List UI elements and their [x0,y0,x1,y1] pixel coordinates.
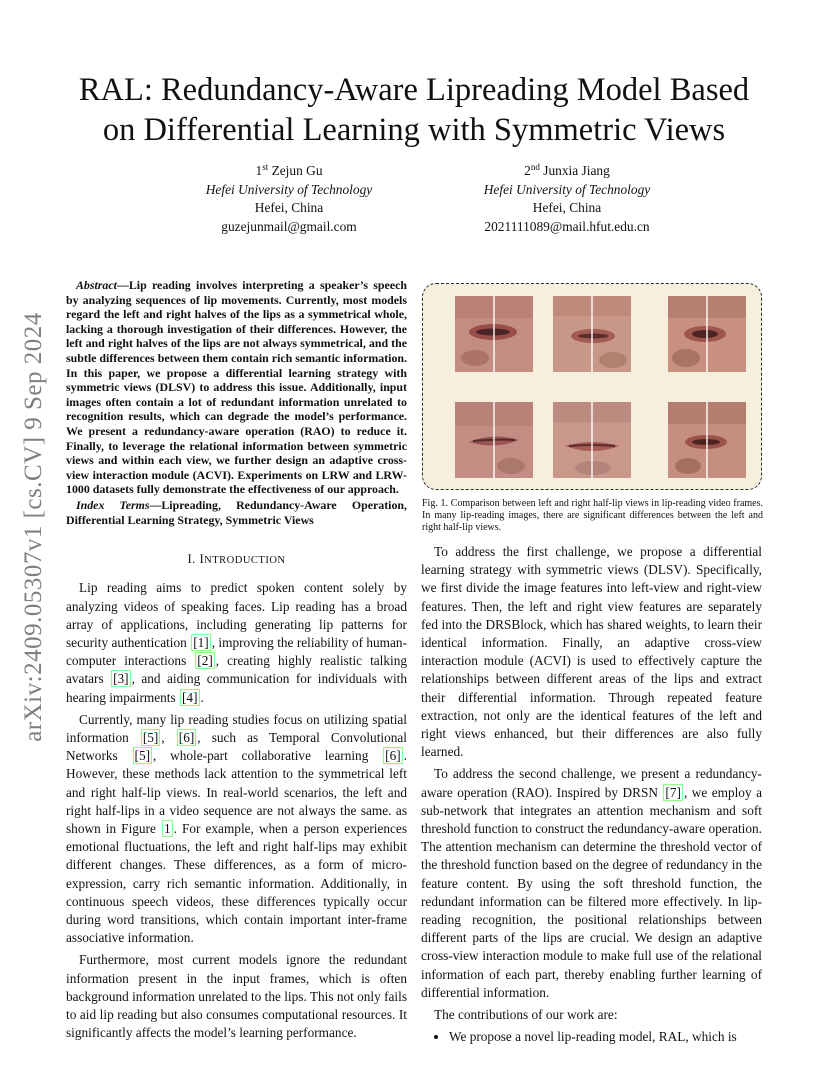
intro-paragraph-6: The contributions of our work are: [434,1007,618,1023]
left-column [66,278,407,1046]
list-item: • We propose a novel lip-reading model, RAL, which is [449,1028,762,1046]
text-run: , improving the reliability of human-computer interactions [66,634,407,669]
author-affiliation: Hefei University of Technology [483,181,651,197]
citation-link[interactable]: [6] [178,729,195,745]
intro-paragraph-3: Furthermore, most current models ignore the redundant information present in the input frames, which is often background information unrelated to the lips. This not only fails to aid lip reading but also consumes computational resources. It significantly affects the model’s learning performance. [66,952,407,1041]
intro-paragraph-4: To address the first challenge, we propose a differential learning strategy with symmetric views (DLSV). Specifically, we first divide the image features into left-view and right-view features. Then, the left and right view features are separately fed into the DRSBlock, which has shared weights, to learn their identical information. Finally, an adaptive cross-view interaction module (ACVI) is used to effectively capture the relationships between different areas of the lips and extract their differential information. Through repeated feature extraction, not only are the identical features of the left and right views enhanced, but their differences are also fully learned. [421,544,762,760]
arxiv-identifier: arXiv:2409.05307v1 [cs.CV] 9 Sep 2024 [20,312,47,742]
text-run: , we employ a sub-network that integrates an attention mechanism and soft threshold function to construct the redundancy-aware operation. The attention mechanism can determine the threshold vector of the threshold function based on the degree of redundancy in the feature content. By using the soft threshold function, the redundant information can be filtered more effectively. In lip-reading recognition, the positional relationships between different parts of the lips are crucial. We design an adaptive cross-view interaction module to make full use of the relational information of each part, thereby enabling further learning of differential information. [421,784,762,1000]
lip-frame-image [455,296,533,372]
text-run: , creating highly realistic talking avatars [66,653,407,687]
author-location: Hefei, China [532,200,602,215]
right-column [421,543,762,1046]
index-terms-label: Index Terms [76,497,150,512]
author-name: Junxia Jiang [543,163,610,178]
lip-frame-image [668,296,746,372]
citation-link[interactable]: [6] [385,748,401,764]
abstract [66,278,407,497]
author-affiliation: Hefei University of Technology [205,181,373,197]
citation-link[interactable]: [2] [197,653,213,669]
intro-paragraph-5 [421,765,762,1002]
author-name-line [149,162,429,181]
section-heading-introduction [66,550,407,570]
author-ordinal-suffix: st [262,162,269,172]
arxiv-sidebar [6,292,62,762]
text-run: , and aiding communication for individuals with hearing impairments [66,671,407,705]
text-run: Currently, many lip reading studies focus on utilizing spatial information [66,711,407,745]
author-name-line [427,162,707,181]
text-run: . For example, when a person experiences emotional fluctuations, the left and right half-lips may exhibit different changes. These differences, as a form of micro-expression, carry rich semantic information. Additionally, in continuous speech videos, these differences typically occur during word transitions, which contain important inter-frame associative information. [66,820,407,946]
author-ordinal: 1 [255,163,263,178]
lip-frame-image [553,296,631,372]
citation-link[interactable]: [7] [665,784,681,800]
author-block-2 [427,162,707,236]
section-numeral: I. I [187,552,205,567]
author-location: Hefei, China [254,200,324,215]
author-ordinal: 2 [524,163,531,178]
text-run: , such as Temporal Convolutional Networks [66,729,407,764]
author-name: Zejun Gu [271,163,323,178]
contributions-list [421,1028,762,1046]
citation-link[interactable]: [4] [182,689,198,705]
citation-link[interactable]: [5] [134,748,151,764]
lip-frame-image [553,402,631,478]
text-run: To address the second challenge, we present a redundancy-aware operation (RAO). Inspired by DRSN [421,766,762,800]
text-run: , [161,729,176,745]
paper-title: RAL: Redundancy-Aware Lipreading Model Based on Differential Learning with Symmetric Views [78,72,750,148]
text-run: . However, these methods lack attention to the symmetrical left and right half-lip views. In real-world scenarios, the left and right half-lips in a video sequence are not always the same. as shown in Figure [66,748,407,836]
figure-1-panel [422,283,762,490]
text-run: , whole-part collaborative learning [153,748,383,764]
figure-link[interactable]: 1 [163,820,171,836]
author-email[interactable]: guzejunmail@gmail.com [221,218,357,234]
citation-link[interactable]: [3] [113,671,129,687]
author-email[interactable]: 2021111089@mail.hfut.edu.cn [484,218,650,234]
intro-paragraph-2 [66,711,407,948]
text-run: . [200,689,204,705]
author-ordinal-suffix: nd [530,162,540,172]
abstract-text: —Lip reading involves interpreting a speaker’s speech by analyzing sequences of lip movements. Currently, most models regard the left and right halves of the lips as a symmetrical whole, lacking a thorough investigation of their differences. However, the left and right halves of the lips are not always symmetrical, and the subtle differences between them contain rich semantic information. In this paper, we propose a differential learning strategy with symmetric views (DLSV) to address this issue. Additionally, input images often contain a lot of redundant information unrelated to recognition results, which can degrade the model’s performance. We present a redundancy-aware operation (RAO) to reduce it. Finally, to leverage the relational information between symmetric views and within each view, we further design an adaptive cross-view interaction module (ACVI). Experiments on LRW and LRW-1000 datasets fully demonstrate the effectiveness of our approach. [66,278,407,497]
index-terms [66,498,407,527]
intro-paragraph-1 [66,579,407,706]
lip-frame-image [668,402,746,478]
citation-link[interactable]: [1] [193,634,209,650]
index-terms-text: —Lipreading, Redundancy-Aware Operation, Differential Learning Strategy, Symmetric Views [66,497,407,527]
figure-1-caption: Fig. 1. Comparison between left and right half-lip views in lip-reading video frames. In many lip-reading images, there are significant differences between the left and right half-lip views. [422,498,763,534]
text-run: Lip reading aims to predict spoken content solely by analyzing videos of speaking faces. Lip reading has a broad array of applications, including generating lip patterns for security authentication [66,580,407,650]
author-block-1 [149,162,429,236]
section-name: NTRODUCTION [204,555,286,567]
citation-link[interactable]: [5] [142,729,159,745]
lip-frame-image [455,402,533,478]
abstract-label: Abstract [76,278,117,292]
